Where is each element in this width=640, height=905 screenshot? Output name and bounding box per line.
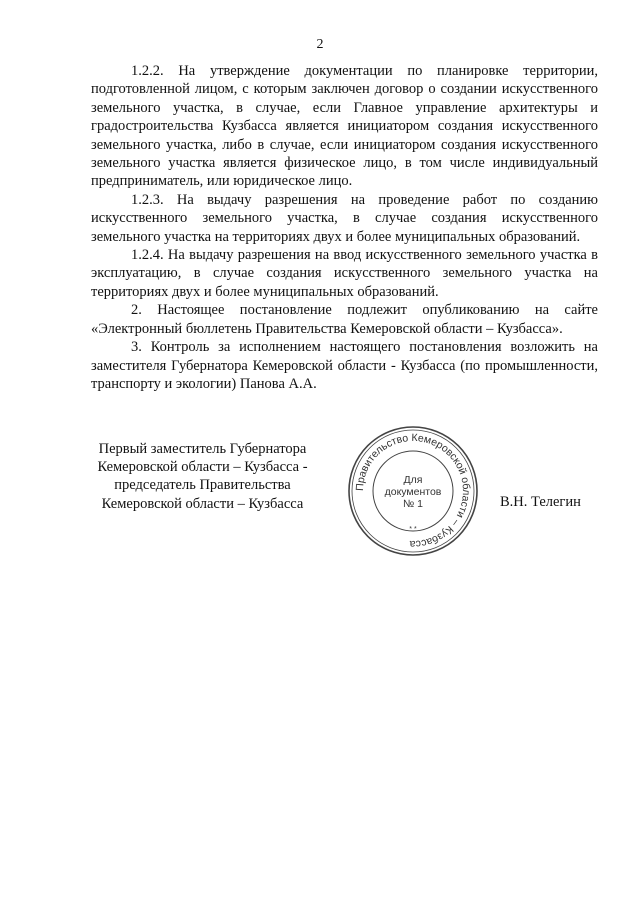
signer-name: В.Н. Телегин <box>500 494 581 510</box>
signer-title-line: Кемеровской области – Кузбасса <box>101 495 304 512</box>
paragraph-2: 2. Настоящее постановление подлежит опубликованию на сайте «Электронный бюллетень Правительства Кемеровской области – Кузбасса». <box>91 302 598 337</box>
signer-title-line: Кемеровской области – Кузбасса - <box>97 459 308 476</box>
document-body <box>91 62 598 393</box>
seal-center-line-2: документов <box>384 486 442 498</box>
seal-center-line-3: № 1 <box>402 498 424 510</box>
signer-title <box>85 440 320 513</box>
paragraph-3: 3. Контроль за исполнением настоящего постановления возложить на заместителя Губернатора Кемеровской области - Кузбасса (по промышленности, транспорту и экологии) Панова А.А. <box>91 339 598 392</box>
paragraph-1-2-4: 1.2.4. На выдачу разрешения на ввод искусственного земельного участка в эксплуатацию, в случае создания искусственного земельного участка на территориях двух и более муниципальных образований. <box>91 247 598 300</box>
signature-block <box>0 422 640 562</box>
signer-title-line: Первый заместитель Губернатора <box>98 441 307 457</box>
page-number: 2 <box>316 37 324 52</box>
signer-title-line: председатель Правительства <box>114 477 291 494</box>
seal-bottom-marks: * * <box>409 526 417 533</box>
official-seal <box>345 423 481 559</box>
paragraph-1-2-3: 1.2.3. На выдачу разрешения на проведение работ по созданию искусственного земельного участка, в случае создания искусственного земельного участка на территориях двух и более муниципальных образований. <box>91 191 598 245</box>
paragraph-1-2-2: 1.2.2. На утверждение документации по планировке территории, подготовленной лицом, с которым заключен договор о создании искусственного земельного участка, в случае, если Главное управление архитектуры и градостроительства Кузбасса является инициатором создания искусственного земельного участка, либо в случае, если инициатором создания искусственного земельного участка является физическое лицо, в том числе индивидуальный предприниматель, или юридическое лицо. <box>91 63 598 190</box>
seal-center-line-1: Для <box>403 474 423 486</box>
seal-ring-text: Правительство Кемеровской области – Кузбасса <box>353 431 473 551</box>
